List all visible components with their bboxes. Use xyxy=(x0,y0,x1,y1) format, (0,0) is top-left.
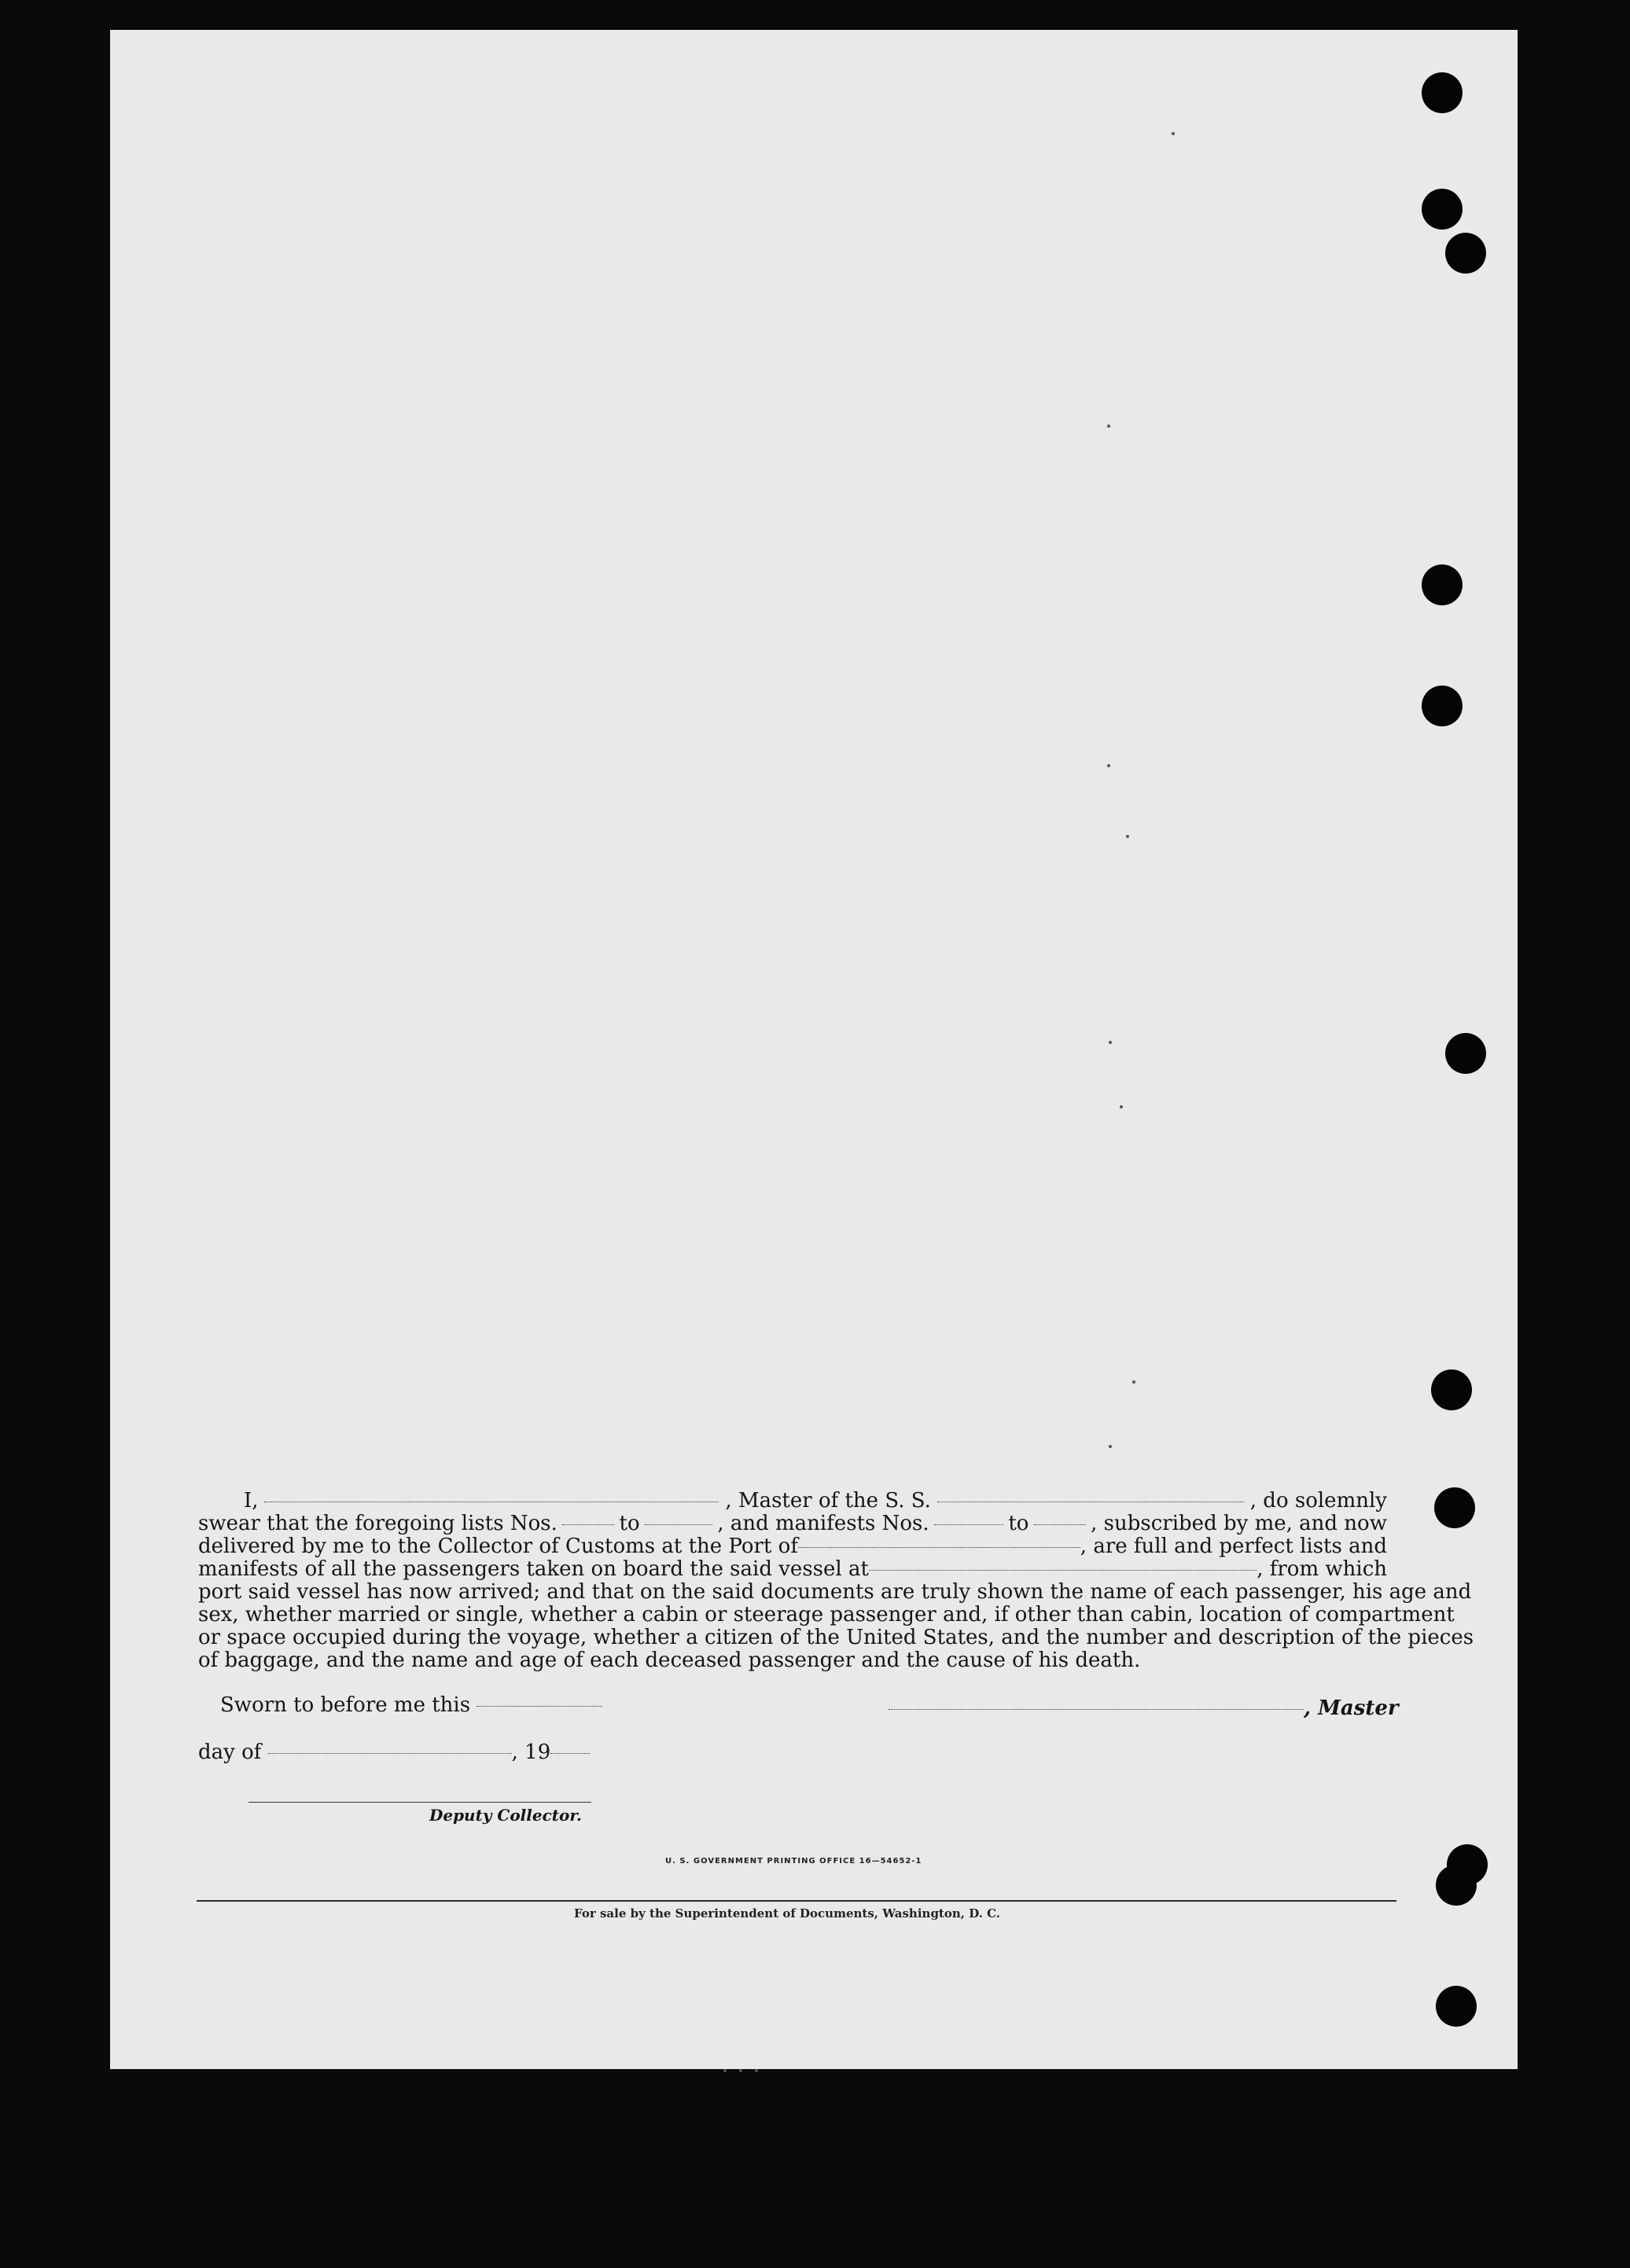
scan-speck xyxy=(1120,1105,1123,1108)
oath-line-8 xyxy=(198,1649,1387,1672)
oath-text: to xyxy=(619,1512,640,1535)
lists-from-blank xyxy=(562,1524,614,1525)
oath-line-2 xyxy=(198,1513,1387,1535)
oath-line-5 xyxy=(198,1580,1472,1604)
oath-text: sex, whether married or single, whether a cabin or steerage passenger and, if other than cabin, location of compartment xyxy=(198,1603,1455,1627)
port-blank xyxy=(798,1546,1080,1548)
punch-hole xyxy=(1431,1369,1472,1410)
master-label: , Master xyxy=(1304,1696,1399,1720)
oath-line-3 xyxy=(198,1535,1387,1558)
sworn-before-label xyxy=(220,1693,602,1717)
oath-text: , Master of the S. S. xyxy=(725,1489,931,1513)
punch-hole xyxy=(1422,189,1463,230)
scan-speck xyxy=(1107,764,1110,767)
manifests-to-blank xyxy=(1034,1524,1086,1525)
oath-text: , are full and perfect lists and xyxy=(1080,1535,1387,1558)
departure-port-blank xyxy=(869,1569,1257,1571)
deputy-collector-label: Deputy Collector. xyxy=(429,1806,583,1825)
punch-hole xyxy=(1445,1033,1486,1074)
scan-speck xyxy=(1107,425,1110,428)
deputy-signature-line xyxy=(248,1801,591,1803)
day-of-text: day of xyxy=(198,1741,262,1764)
punch-hole xyxy=(1422,564,1463,605)
oath-text: to xyxy=(1008,1512,1029,1535)
master-signature-line xyxy=(889,1696,1399,1720)
month-blank xyxy=(268,1752,512,1754)
lists-to-blank xyxy=(645,1524,712,1525)
master-signature-blank xyxy=(889,1708,1304,1710)
oath-text: , from which xyxy=(1257,1557,1387,1581)
scan-speck xyxy=(1132,1380,1135,1384)
oath-text: swear that the foregoing lists Nos. xyxy=(198,1512,557,1535)
punch-hole xyxy=(1422,72,1463,113)
oath-line-7 xyxy=(198,1626,1474,1649)
sworn-day-blank xyxy=(476,1705,602,1707)
oath-text: port said vessel has now arrived; and that on the said documents are truly shown the name of each passenger, his age and xyxy=(198,1580,1472,1604)
ship-name-blank xyxy=(937,1501,1244,1502)
punch-hole xyxy=(1436,1986,1477,2027)
scan-speck xyxy=(1172,132,1175,135)
sworn-text: Sworn to before me this xyxy=(220,1693,471,1717)
oath-text: of baggage, and the name and age of each deceased passenger and the cause of his death. xyxy=(198,1649,1141,1672)
for-sale-notice: For sale by the Superintendent of Documents, Washington, D. C. xyxy=(574,1906,1001,1921)
punch-hole xyxy=(1445,233,1486,274)
punch-hole xyxy=(1434,1487,1475,1528)
oath-text: delivered by me to the Collector of Customs at the Port of xyxy=(198,1535,798,1558)
oath-text: , do solemnly xyxy=(1249,1489,1387,1513)
year-blank xyxy=(550,1752,590,1754)
oath-text: or space occupied during the voyage, whether a citizen of the United States, and the number and description of the pieces xyxy=(198,1626,1474,1649)
punch-hole xyxy=(1422,686,1463,726)
oath-text: , subscribed by me, and now xyxy=(1091,1512,1387,1535)
scan-speck xyxy=(755,2069,758,2072)
scan-speck xyxy=(1109,1041,1112,1044)
oath-line-4 xyxy=(198,1558,1387,1581)
punch-hole xyxy=(1436,1865,1477,1906)
scan-speck xyxy=(723,2069,727,2072)
manifests-from-blank xyxy=(934,1524,1003,1525)
master-name-blank xyxy=(264,1501,719,1502)
oath-text: I, xyxy=(244,1489,259,1513)
year-prefix: , 19 xyxy=(511,1741,551,1764)
day-of-line xyxy=(198,1741,590,1764)
scan-speck xyxy=(1109,1445,1112,1448)
oath-text: manifests of all the passengers taken on board the said vessel at xyxy=(198,1557,869,1581)
oath-text: , and manifests Nos. xyxy=(717,1512,929,1535)
master-oath-paragraph xyxy=(198,1489,1474,1672)
footer-rule xyxy=(197,1900,1396,1902)
oath-line-6 xyxy=(198,1603,1455,1627)
scan-speck xyxy=(739,2069,742,2072)
scan-speck xyxy=(1126,835,1129,838)
printer-imprint: U. S. GOVERNMENT PRINTING OFFICE 16—54652-1 xyxy=(665,1857,922,1865)
oath-line-1 xyxy=(198,1490,1387,1513)
